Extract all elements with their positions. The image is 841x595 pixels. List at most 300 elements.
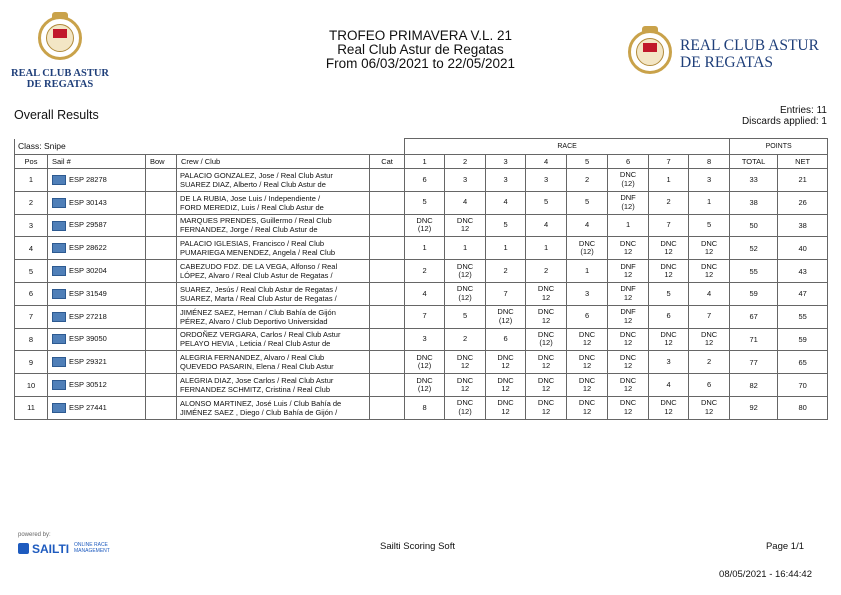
sail-number-cell (48, 237, 146, 260)
race-score: DNC (416, 215, 433, 225)
column-header: 7 (649, 155, 689, 169)
sail-number: ESP 28278 (69, 174, 107, 184)
position-cell: 4 (15, 237, 48, 260)
race-score-cell (526, 169, 567, 192)
race-score: DNF (620, 193, 636, 203)
net-points-cell: 47 (778, 282, 828, 305)
position-cell: 10 (15, 374, 48, 397)
race-score-cell (405, 396, 445, 419)
race-score: 5 (503, 220, 508, 230)
race-score-cell (445, 214, 486, 237)
crew-line: SUAREZ, Marta / Real Club Astur de Regatas / (180, 293, 337, 303)
race-score: (12) (621, 201, 635, 211)
race-score: DNF (620, 307, 636, 317)
position-cell: 3 (15, 214, 48, 237)
race-score-cell (608, 260, 649, 283)
event-title (230, 29, 611, 71)
race-score: 1 (462, 243, 468, 253)
net-points-cell: 26 (778, 191, 828, 214)
position-cell: 9 (15, 351, 48, 374)
race-score-cell (649, 169, 689, 192)
race-score-cell (445, 328, 486, 351)
column-header: TOTAL (730, 155, 778, 169)
crew-club-cell (177, 214, 370, 237)
race-score: 12 (623, 384, 633, 394)
race-score: DNC (660, 329, 677, 339)
race-score-cell (689, 237, 730, 260)
sail-number: ESP 27218 (69, 311, 107, 321)
race-score: 12 (460, 361, 470, 371)
crew-line: SUAREZ DIAZ, Alberto / Real Club Astur de (180, 179, 326, 189)
crew-line: SUAREZ, Jesús / Real Club Astur de Regatas / (180, 284, 338, 294)
race-score-cell (608, 374, 649, 397)
race-score: (12) (621, 178, 635, 188)
table-row (15, 260, 828, 283)
crew-line: PALACIO IGLESIAS, Francisco / Real Club (180, 239, 325, 249)
race-score: DNC (619, 238, 637, 248)
section-title: Overall Results (14, 108, 99, 122)
race-score-cell (689, 282, 730, 305)
race-score-cell (567, 191, 608, 214)
total-points-cell: 71 (730, 328, 778, 351)
table-row (15, 305, 828, 328)
total-points-cell: 55 (730, 260, 778, 283)
race-score: 2 (543, 265, 549, 275)
race-score: DNC (619, 375, 637, 385)
crew-line: ALEGRIA DIAZ, Jose Carlos / Real Club Astur (180, 376, 334, 386)
race-score-cell (608, 214, 649, 237)
race-header: RACE (405, 139, 730, 155)
position-cell: 8 (15, 328, 48, 351)
race-score: DNC (537, 284, 555, 294)
race-score-cell (405, 374, 445, 397)
race-score: DNC (456, 284, 474, 294)
sailti-name: SAILTI (32, 542, 70, 556)
crew-line: FORD MEREDIZ, Luis / Real Club Astur de (180, 202, 324, 212)
race-score: 4 (462, 197, 468, 207)
race-score: 12 (460, 224, 470, 234)
race-score-cell (608, 351, 649, 374)
club-logo-left (10, 12, 110, 90)
race-score: 3 (666, 357, 671, 367)
race-score: DNC (700, 329, 718, 339)
race-score-cell (608, 328, 649, 351)
race-score-cell (689, 214, 730, 237)
position-cell: 6 (15, 282, 48, 305)
race-score: 12 (541, 292, 551, 302)
table-row (15, 237, 828, 260)
sail-number: ESP 30204 (69, 266, 107, 276)
race-score: DNC (660, 261, 677, 271)
country-flag-icon (52, 380, 66, 390)
country-flag-icon (52, 175, 66, 185)
race-score: 12 (664, 247, 673, 257)
race-score: (12) (458, 406, 472, 416)
country-flag-icon (52, 403, 66, 413)
net-points-cell: 80 (778, 396, 828, 419)
race-score: 12 (704, 270, 714, 280)
bow-cell (146, 260, 177, 283)
race-score-cell (567, 169, 608, 192)
total-points-cell: 33 (730, 169, 778, 192)
net-points-cell: 43 (778, 260, 828, 283)
race-score-cell (526, 351, 567, 374)
column-header: 2 (445, 155, 486, 169)
race-score-cell (649, 191, 689, 214)
race-score-cell (445, 351, 486, 374)
race-score: 2 (422, 265, 427, 275)
race-score: 1 (422, 243, 427, 253)
race-score-cell (405, 169, 445, 192)
category-cell (370, 214, 405, 237)
race-score: DNC (619, 352, 637, 362)
race-score: 12 (623, 247, 633, 257)
crew-line: ALEGRIA FERNANDEZ, Alvaro / Real Club (180, 353, 325, 363)
points-header: POINTS (730, 139, 828, 155)
race-score-cell (445, 282, 486, 305)
race-score: DNC (700, 398, 718, 408)
race-score: (12) (417, 384, 432, 394)
results-table (14, 138, 828, 420)
race-score-cell (608, 305, 649, 328)
race-score: 12 (460, 384, 470, 394)
race-score: 8 (422, 402, 427, 412)
race-score-cell (445, 237, 486, 260)
crew-club-cell (177, 260, 370, 283)
country-flag-icon (52, 221, 66, 231)
crew-club-cell (177, 396, 370, 419)
column-header: NET (778, 155, 828, 169)
race-score-cell (486, 169, 526, 192)
race-score: (12) (417, 361, 432, 371)
race-score: DNC (619, 170, 637, 180)
position-cell: 1 (15, 169, 48, 192)
net-points-cell: 70 (778, 374, 828, 397)
column-header: Crew / Club (177, 155, 370, 169)
sail-number-cell (48, 169, 146, 192)
page-number: Page 1/1 (765, 541, 804, 552)
race-score: 12 (541, 315, 551, 325)
bow-cell (146, 351, 177, 374)
race-score: 7 (422, 311, 427, 321)
race-score: 6 (706, 379, 712, 389)
column-header: Bow (146, 155, 177, 169)
sail-number-cell (48, 374, 146, 397)
race-score: 3 (462, 174, 468, 184)
column-header-row (15, 155, 828, 169)
race-score: 12 (582, 361, 592, 371)
race-score: 12 (582, 384, 592, 394)
sail-number-cell (48, 328, 146, 351)
event-name: TROFEO PRIMAVERA V.L. 21 (328, 28, 513, 43)
crew-line: JIMÉNEZ SAEZ, Hernan / Club Bahía de Gijón (180, 307, 336, 317)
sail-number: ESP 31549 (69, 288, 107, 298)
total-points-cell: 92 (730, 396, 778, 419)
race-score-cell (567, 396, 608, 419)
crew-club-cell (177, 351, 370, 374)
category-cell (370, 305, 405, 328)
race-score-cell (689, 328, 730, 351)
race-score: 12 (664, 338, 673, 348)
crew-club-cell (177, 374, 370, 397)
race-score: 12 (704, 406, 714, 416)
race-score-cell (608, 237, 649, 260)
race-score: 12 (664, 406, 673, 416)
bow-cell (146, 396, 177, 419)
race-score-cell (445, 191, 486, 214)
race-score-cell (405, 282, 445, 305)
race-score: 12 (541, 384, 551, 394)
race-score: 5 (666, 288, 671, 298)
race-score-cell (567, 351, 608, 374)
crew-line: JIMÉNEZ SAEZ , Diego / Club Bahía de Gijón / (180, 407, 338, 417)
race-score: 12 (582, 338, 592, 348)
race-score-cell (445, 260, 486, 283)
country-flag-icon (52, 334, 66, 344)
category-cell (370, 237, 405, 260)
race-score-cell (608, 191, 649, 214)
event-dates: From 06/03/2021 to 22/05/2021 (325, 56, 516, 71)
race-score: 3 (422, 334, 427, 344)
sail-number-cell (48, 214, 146, 237)
race-score-cell (689, 191, 730, 214)
race-score: 6 (422, 174, 427, 184)
race-score: 7 (706, 311, 712, 321)
race-score: DNC (619, 329, 637, 339)
race-score: DNC (537, 398, 555, 408)
race-score: (12) (458, 270, 472, 280)
country-flag-icon (52, 312, 66, 322)
crew-line: ALONSO MARTINEZ, José Luis / Club Bahía de (180, 398, 342, 408)
print-timestamp: 08/05/2021 - 16:44:42 (719, 569, 812, 580)
crew-line: QUEVEDO PASARIN, Elena / Real Club Astur (180, 362, 334, 372)
club-emblem-icon (36, 12, 84, 64)
race-score: DNC (416, 375, 433, 385)
sail-number-cell (48, 351, 146, 374)
race-score: 1 (625, 220, 631, 230)
sail-number-cell (48, 396, 146, 419)
bow-cell (146, 191, 177, 214)
sail-number: ESP 27441 (69, 402, 107, 412)
sailti-mark-icon (18, 543, 29, 554)
sail-number: ESP 30512 (69, 380, 107, 390)
entries-info (742, 105, 827, 127)
race-score: DNC (660, 398, 677, 408)
sailti-tagline: ONLINE RACE MANAGEMENT (74, 542, 110, 554)
crew-club-cell (177, 282, 370, 305)
column-header: Sail # (48, 155, 146, 169)
race-score: DNC (497, 375, 514, 385)
race-score: 5 (462, 311, 468, 321)
race-score-cell (649, 396, 689, 419)
race-score-cell (486, 260, 526, 283)
table-row (15, 374, 828, 397)
software-name: Sailti Scoring Soft (380, 541, 455, 552)
race-score: 6 (503, 334, 508, 344)
race-score: 5 (584, 197, 590, 207)
race-score-cell (405, 214, 445, 237)
race-score: 7 (666, 220, 671, 230)
country-flag-icon (52, 289, 66, 299)
table-row (15, 169, 828, 192)
race-score: DNC (700, 261, 718, 271)
race-score-cell (608, 169, 649, 192)
total-points-cell: 50 (730, 214, 778, 237)
race-score-cell (486, 214, 526, 237)
race-score-cell (649, 237, 689, 260)
sail-number-cell (48, 260, 146, 283)
column-header: 1 (405, 155, 445, 169)
table-row (15, 282, 828, 305)
race-score: 4 (584, 220, 590, 230)
race-score-cell (526, 328, 567, 351)
race-score: DNC (578, 375, 596, 385)
race-score: 12 (582, 406, 592, 416)
race-score-cell (689, 305, 730, 328)
race-score-cell (689, 169, 730, 192)
category-cell (370, 351, 405, 374)
crew-line: PÉREZ, Alvaro / Club Deportivo Universidad (180, 316, 328, 326)
race-score-cell (486, 282, 526, 305)
column-header: 6 (608, 155, 649, 169)
race-score-cell (486, 396, 526, 419)
race-score: 1 (543, 243, 549, 253)
race-score: 4 (666, 379, 671, 389)
race-score-cell (486, 191, 526, 214)
race-score-cell (526, 396, 567, 419)
race-score: DNC (537, 329, 555, 339)
race-score: 12 (704, 247, 714, 257)
race-score: 1 (666, 174, 671, 184)
club-name-right: REAL CLUB ASTUR DE REGATAS (680, 37, 819, 71)
crew-line: FERNANDEZ, Jorge / Real Club Astur de (180, 225, 318, 235)
crew-club-cell (177, 237, 370, 260)
race-score-cell (689, 374, 730, 397)
club-logo-right (626, 26, 826, 82)
crew-line: ORDOÑEZ VERGARA, Carlos / Real Club Astur (180, 330, 341, 340)
race-score-cell (649, 351, 689, 374)
country-flag-icon (52, 243, 66, 253)
race-score: 4 (543, 220, 549, 230)
column-header: 5 (567, 155, 608, 169)
race-score: DNC (456, 398, 474, 408)
total-points-cell: 59 (730, 282, 778, 305)
discards-applied: Discards applied: 1 (741, 116, 827, 127)
sail-number-cell (48, 282, 146, 305)
race-score-cell (526, 260, 567, 283)
race-score: 3 (584, 288, 590, 298)
column-header: 4 (526, 155, 567, 169)
crew-club-cell (177, 191, 370, 214)
sailti-logo (18, 542, 128, 558)
sail-number: ESP 39050 (69, 334, 107, 344)
race-score: 2 (666, 197, 671, 207)
race-score-cell (526, 237, 567, 260)
position-cell: 11 (15, 396, 48, 419)
race-score-cell (486, 351, 526, 374)
race-score: 12 (623, 292, 633, 302)
race-score: 2 (584, 174, 590, 184)
entries-count: Entries: 11 (779, 105, 827, 116)
total-points-cell: 77 (730, 351, 778, 374)
crew-line: FERNANDEZ SCHMITZ, Cristina / Real Club (180, 385, 331, 395)
race-score: (12) (580, 247, 594, 257)
race-score-cell (567, 237, 608, 260)
category-cell (370, 191, 405, 214)
race-score-cell (689, 351, 730, 374)
total-points-cell: 67 (730, 305, 778, 328)
race-score-cell (608, 396, 649, 419)
crew-line: PUMARIEGA MENENDEZ, Angela / Real Club (180, 248, 336, 258)
race-score: DNC (537, 375, 555, 385)
country-flag-icon (52, 198, 66, 208)
race-score-cell (486, 374, 526, 397)
race-score: 12 (704, 338, 714, 348)
race-score: DNC (619, 398, 637, 408)
race-score: DNC (456, 261, 474, 271)
race-score-cell (526, 305, 567, 328)
race-score-cell (486, 237, 526, 260)
total-points-cell: 38 (730, 191, 778, 214)
net-points-cell: 21 (778, 169, 828, 192)
race-score-cell (567, 214, 608, 237)
position-cell: 7 (15, 305, 48, 328)
race-score: DNC (497, 352, 514, 362)
race-score: 6 (584, 311, 590, 321)
race-score: DNC (660, 238, 677, 248)
race-score: (12) (417, 224, 432, 234)
race-score-cell (405, 260, 445, 283)
table-row (15, 191, 828, 214)
bow-cell (146, 305, 177, 328)
column-header: Cat (370, 155, 405, 169)
powered-by: powered by: (18, 532, 51, 538)
category-cell (370, 374, 405, 397)
race-score: 12 (664, 270, 673, 280)
sail-number-cell (48, 305, 146, 328)
net-points-cell: 59 (778, 328, 828, 351)
race-score: 1 (584, 265, 590, 275)
net-points-cell: 55 (778, 305, 828, 328)
crew-club-cell (177, 305, 370, 328)
crew-line: CABEZUDO FDZ. DE LA VEGA, Alfonso / Real (180, 262, 338, 272)
race-score: 12 (623, 406, 633, 416)
race-score: (12) (498, 315, 513, 325)
sail-number: ESP 29321 (69, 357, 107, 367)
race-score: DNC (456, 375, 474, 385)
position-cell: 2 (15, 191, 48, 214)
race-score: DNC (537, 352, 555, 362)
crew-club-cell (177, 169, 370, 192)
table-row (15, 214, 828, 237)
club-name-left: REAL CLUB ASTUR DE REGATAS (10, 68, 110, 90)
race-score-cell (486, 305, 526, 328)
race-score-cell (649, 374, 689, 397)
column-header: Pos (15, 155, 48, 169)
race-score-cell (567, 328, 608, 351)
race-score-cell (445, 169, 486, 192)
race-score: 12 (501, 384, 510, 394)
race-score: 12 (541, 406, 551, 416)
category-cell (370, 260, 405, 283)
race-score: 4 (422, 288, 427, 298)
race-score-cell (405, 305, 445, 328)
race-score: DNC (497, 398, 514, 408)
race-score: 12 (623, 315, 633, 325)
position-cell: 5 (15, 260, 48, 283)
bow-cell (146, 328, 177, 351)
race-score-cell (526, 191, 567, 214)
